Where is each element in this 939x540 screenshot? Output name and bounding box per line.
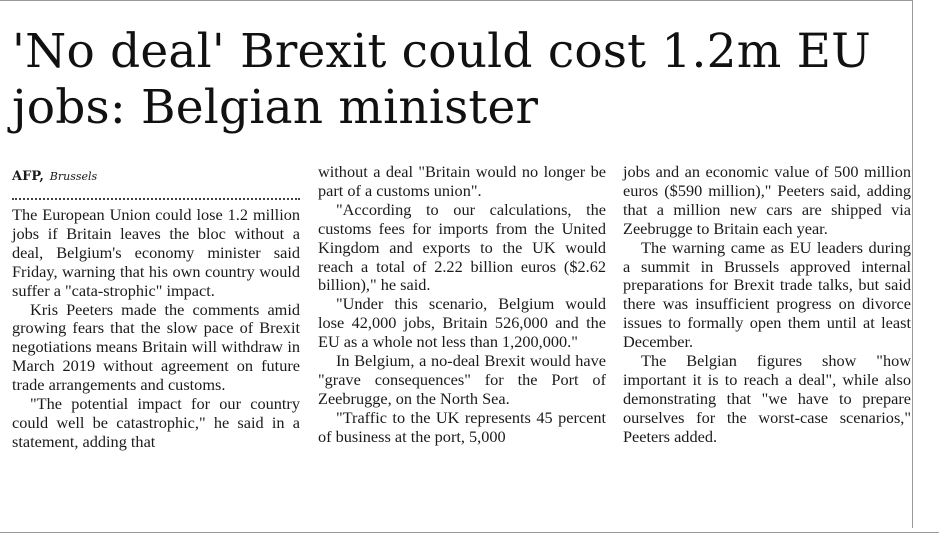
paragraph: In Belgium, a no-deal Brexit would have "grave consequences" for the Port of Zeebrugge, on the North Sea. — [318, 351, 606, 408]
paragraph: jobs and an economic value of 500 million euros ($590 million)," Peeters said, adding that a million new cars are shipped via Zeebrugge to Britain each year. — [623, 162, 911, 238]
paragraph: The European Union could lose 1.2 million jobs if Britain leaves the bloc without a deal, Belgium's economy minister said Friday, warning that his own country would suffer a "cata-strophic" impact. — [12, 205, 300, 300]
paragraph: The warning came as EU leaders during a summit in Brussels approved internal preparations for Brexit trade talks, but said there was insufficient progress on divorce issues to formally open them until at least December. — [623, 237, 911, 352]
paragraph: "According to our calculations, the customs fees for imports from the United Kingdom and exports to the UK would reach a total of 2.22 billion euros ($2.62 billion)," he said. — [318, 199, 606, 295]
byline-place: Brussels — [49, 170, 98, 183]
article-column-2 — [318, 163, 606, 447]
byline-divider — [12, 198, 300, 200]
right-border-rule — [912, 0, 913, 528]
paragraph: "Under this scenario, Belgium would lose 42,000 jobs, Britain 526,000 and the EU as a whole not less than 1,200,000." — [318, 294, 606, 352]
article-column-3 — [623, 163, 911, 447]
byline-agency: AFP, — [12, 169, 44, 184]
bottom-border-rule — [0, 532, 939, 533]
paragraph: The Belgian figures show "how important it is to reach a deal", while also demonstrating that "we have to prepare ourselves for the worst-case scenarios," Peeters added. — [623, 351, 911, 446]
paragraph: Kris Peeters made the comments amid growing fears that the slow pace of Brexit negotiations means Britain will withdraw in March 2019 without agreement on future trade arrangements and customs. — [12, 299, 300, 395]
paragraph: without a deal "Britain would no longer be part of a customs union". — [318, 162, 606, 200]
byline — [12, 168, 300, 185]
article-column-1 — [12, 206, 300, 452]
paragraph: "The potential impact for our country could well be catastrophic," he said in a statement, adding that — [12, 394, 300, 451]
paragraph: "Traffic to the UK represents 45 percent of business at the port, 5,000 — [318, 407, 606, 446]
top-border-rule — [0, 0, 912, 1]
article-headline: 'No deal' Brexit could cost 1.2m EU jobs: Belgian minister — [12, 24, 871, 135]
